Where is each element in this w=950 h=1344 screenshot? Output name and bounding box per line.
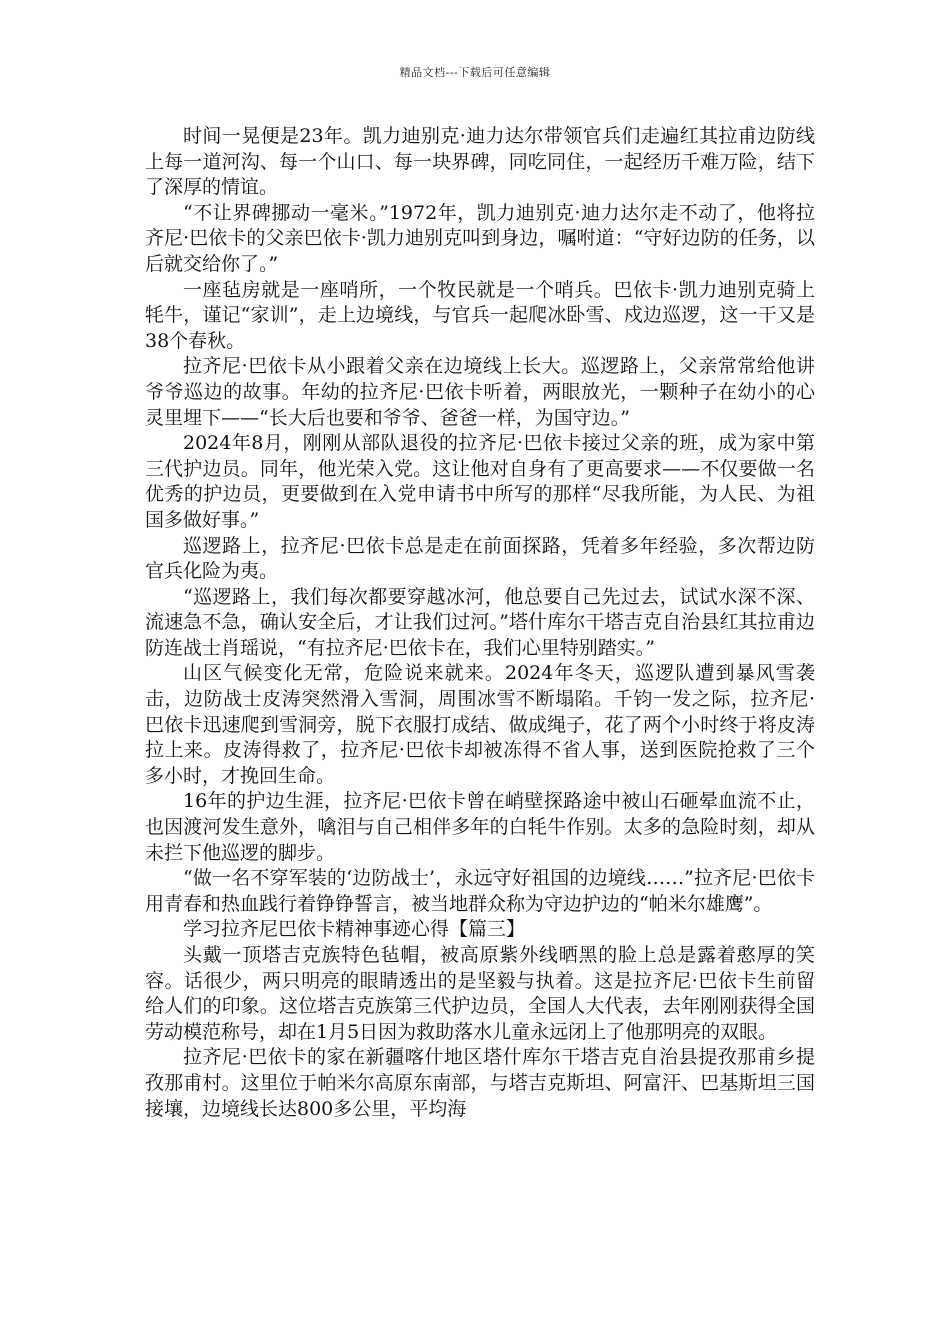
paragraph: 时间一晃便是23年。凯力迪别克·迪力达尔带领官兵们走遍红其拉甫边防线上每一道河沟、每一个山口、每一块界碑，同吃同住，一起经历千难万险，结下了深厚的情谊。	[145, 125, 815, 199]
paragraph: 2024年8月，刚刚从部队退役的拉齐尼·巴依卡接过父亲的班，成为家中第三代护边员。同年，他光荣入党。这让他对自身有了更高要求——不仅要做一名优秀的护边员，更要做到在入党申请书中所写的那样“尽我所能，为人民、为祖国多做好事。”	[145, 432, 815, 531]
header-note: 精品文档---下载后可任意编辑	[399, 66, 551, 79]
paragraph: 16年的护边生涯，拉齐尼·巴依卡曾在峭壁探路途中被山石砸晕血流不止，也因渡河发生意外，噙泪与自己相伴多年的白牦牛作别。太多的急险时刻，却从未拦下他巡逻的脚步。	[145, 790, 815, 864]
paragraph: “巡逻路上，我们每次都要穿越冰河，他总要自己先过去，试试水深不深、流速急不急，确认安全后，才让我们过河。”塔什库尔干塔吉克自治县红其拉甫边防连战士肖瑶说，“有拉齐尼·巴依卡在，我们心里特别踏实。”	[145, 585, 815, 659]
paragraph: 山区气候变化无常，危险说来就来。2024年冬天，巡逻队遭到暴风雪袭击，边防战士皮涛突然滑入雪洞，周围冰雪不断塌陷。千钧一发之际，拉齐尼·巴依卡迅速爬到雪洞旁，脱下衣服打成结、做成绳子，花了两个小时终于将皮涛拉上来。皮涛得救了，拉齐尼·巴依卡却被冻得不省人事，送到医院抢救了三个多小时，才挽回生命。	[145, 662, 815, 787]
paragraph: “不让界碑挪动一毫米。”1972年，凯力迪别克·迪力达尔走不动了，他将拉齐尼·巴依卡的父亲巴依卡·凯力迪别克叫到身边，嘱咐道：“守好边防的任务，以后就交给你了。”	[145, 201, 815, 275]
paragraph: 一座毡房就是一座哨所，一个牧民就是一个哨兵。巴依卡·凯力迪别克骑上牦牛，谨记“家训”，走上边境线，与官兵一起爬冰卧雪、戍边巡逻，这一干又是38个春秋。	[145, 278, 815, 352]
section-heading: 学习拉齐尼巴依卡精神事迹心得【篇三】	[183, 918, 526, 941]
paragraph: “做一名不穿军装的‘边防战士’，永远守好祖国的边境线……”拉齐尼·巴依卡用青春和热血践行着铮铮誓言，被当地群众称为守边护边的“帕米尔雄鹰”。	[145, 867, 815, 915]
paragraph: 拉齐尼·巴依卡从小跟着父亲在边境线上长大。巡逻路上，父亲常常给他讲爷爷巡边的故事。年幼的拉齐尼·巴依卡听着，两眼放光，一颗种子在幼小的心灵里埋下——“长大后也要和爷爷、爸爸一样，为国守边。”	[145, 355, 815, 429]
article-body	[145, 124, 815, 1122]
paragraph: 头戴一顶塔吉克族特色毡帽，被高原紫外线晒黑的脸上总是露着憨厚的笑容。话很少，两只明亮的眼睛透出的是坚毅与执着。这是拉齐尼·巴依卡生前留给人们的印象。这位塔吉克族第三代护边员，全国人大代表，去年刚刚获得全国劳动模范称号，却在1月5日因为救助落水儿童永远闭上了他那明亮的双眼。	[145, 944, 815, 1043]
paragraph: 拉齐尼·巴依卡的家在新疆喀什地区塔什库尔干塔吉克自治县提孜那甫乡提孜那甫村。这里位于帕米尔高原东南部，与塔吉克斯坦、阿富汗、巴基斯坦三国接壤，边境线长达800多公里，平均海	[145, 1046, 815, 1120]
paragraph: 巡逻路上，拉齐尼·巴依卡总是走在前面探路，凭着多年经验，多次帮边防官兵化险为夷。	[145, 534, 815, 583]
